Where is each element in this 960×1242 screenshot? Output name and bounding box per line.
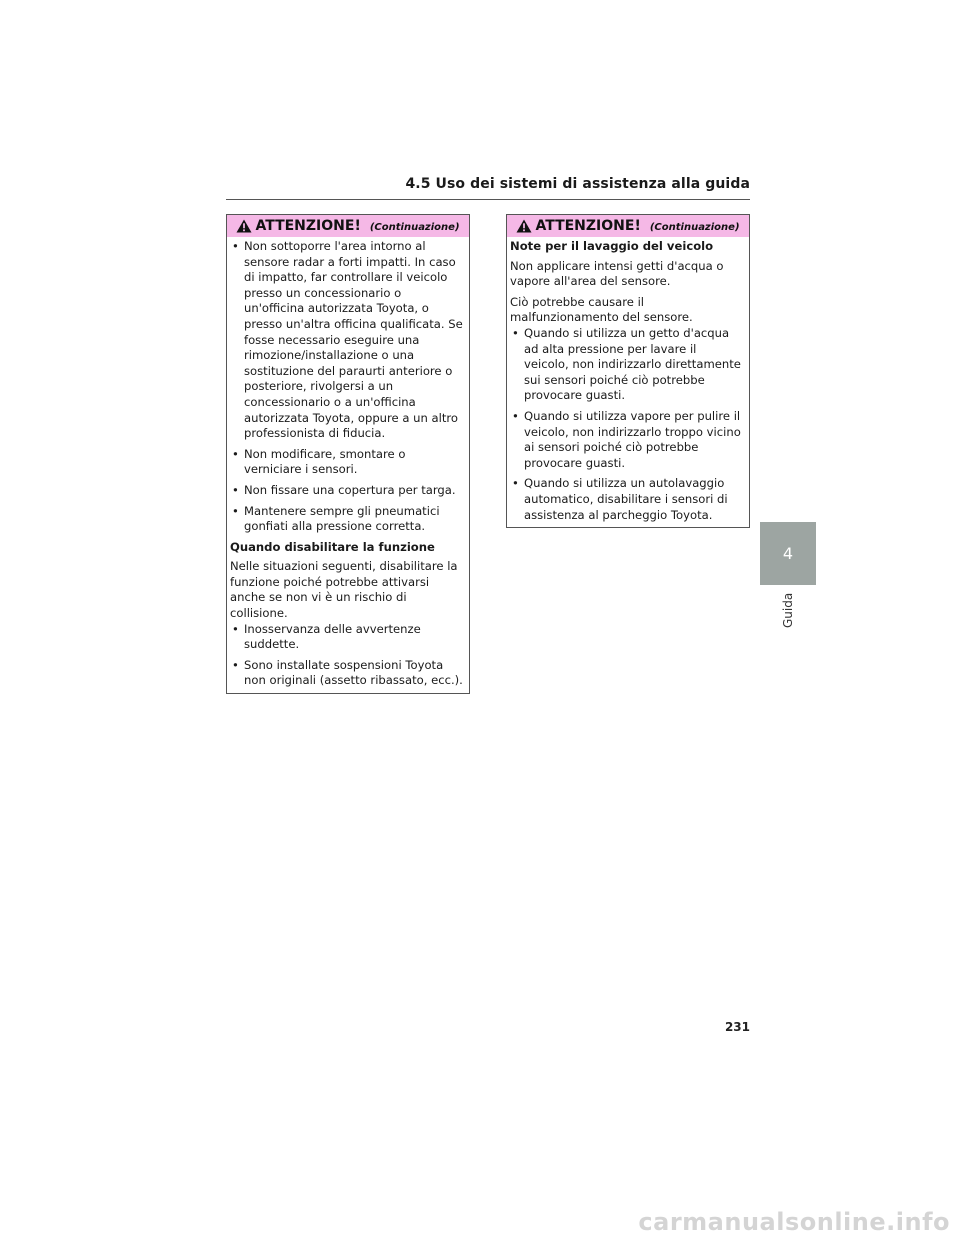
header-divider xyxy=(226,199,750,200)
list-item: • Non fissare una copertura per targa. xyxy=(232,482,456,497)
warning-box-left xyxy=(226,214,470,694)
paragraph: Ciò potrebbe causare il malfunzionamento del sensore. xyxy=(510,294,693,325)
warning-header xyxy=(507,215,749,237)
warning-triangle-icon xyxy=(516,219,532,233)
warning-box-right xyxy=(506,214,750,528)
warning-title: ATTENZIONE! xyxy=(255,218,361,234)
list-item: • Quando si utilizza un autolavaggio automatico, disabilitare i sensori di assistenza al parcheggio Toyota. xyxy=(512,476,728,522)
warning-content xyxy=(227,237,469,698)
warning-continuation: (Continuazione) xyxy=(369,222,460,233)
paragraph: Nelle situazioni seguenti, disabilitare la funzione poiché potrebbe attivarsi anche se non vi è un rischio di collisione. xyxy=(230,559,458,621)
list-item: • Quando si utilizza vapore per pulire il veicolo, non indirizzarlo troppo vicino ai sensori poiché ciò potrebbe provocare guasti. xyxy=(512,408,741,470)
chapter-tab xyxy=(760,522,816,585)
chapter-label: Guida xyxy=(781,592,795,628)
subheading: Quando disabilitare la funzione xyxy=(230,539,435,554)
section-header: 4.5 Uso dei sistemi di assistenza alla guida xyxy=(405,176,750,192)
paragraph: Non applicare intensi getti d'acqua o vapore all'area del sensore. xyxy=(510,258,724,289)
list-item: • Inosservanza delle avvertenze suddette. xyxy=(232,621,421,652)
warning-header xyxy=(227,215,469,237)
warning-triangle-icon xyxy=(236,219,252,233)
subheading: Note per il lavaggio del veicolo xyxy=(510,239,714,253)
watermark: carmanualsonline.info xyxy=(638,1208,950,1236)
list-item: • Sono installate sospensioni Toyota non originali (assetto ribassato, ecc.). xyxy=(232,657,463,688)
warning-continuation: (Continuazione) xyxy=(649,222,740,233)
list-item: • Quando si utilizza un getto d'acqua ad alta pressione per lavare il veicolo, non indirizzarlo direttamente sui sensori poiché ciò potrebbe provocare guasti. xyxy=(512,325,741,403)
chapter-number: 4 xyxy=(782,544,794,563)
list-item: • Mantenere sempre gli pneumatici gonfiati alla pressione corretta. xyxy=(232,503,440,534)
warning-title: ATTENZIONE! xyxy=(535,218,641,234)
list-item: • Non sottoporre l'area intorno al sensore radar a forti impatti. In caso di impatto, far controllare il veicolo presso un concessionario o un'officina autorizzata Toyota, o presso un'altra officina qualificata. Se fosse necessario eseguire una rimozione/installazione o una sostituzione del paraurti anteriore o posteriore, rivolgersi a un concessionario o a un'officina autorizzata Toyota, oppure a un altro professionista di fiducia. xyxy=(232,239,463,441)
warning-content xyxy=(507,237,749,532)
page-number: 231 xyxy=(724,1020,750,1034)
list-item: • Non modificare, smontare o verniciare i sensori. xyxy=(232,446,406,477)
